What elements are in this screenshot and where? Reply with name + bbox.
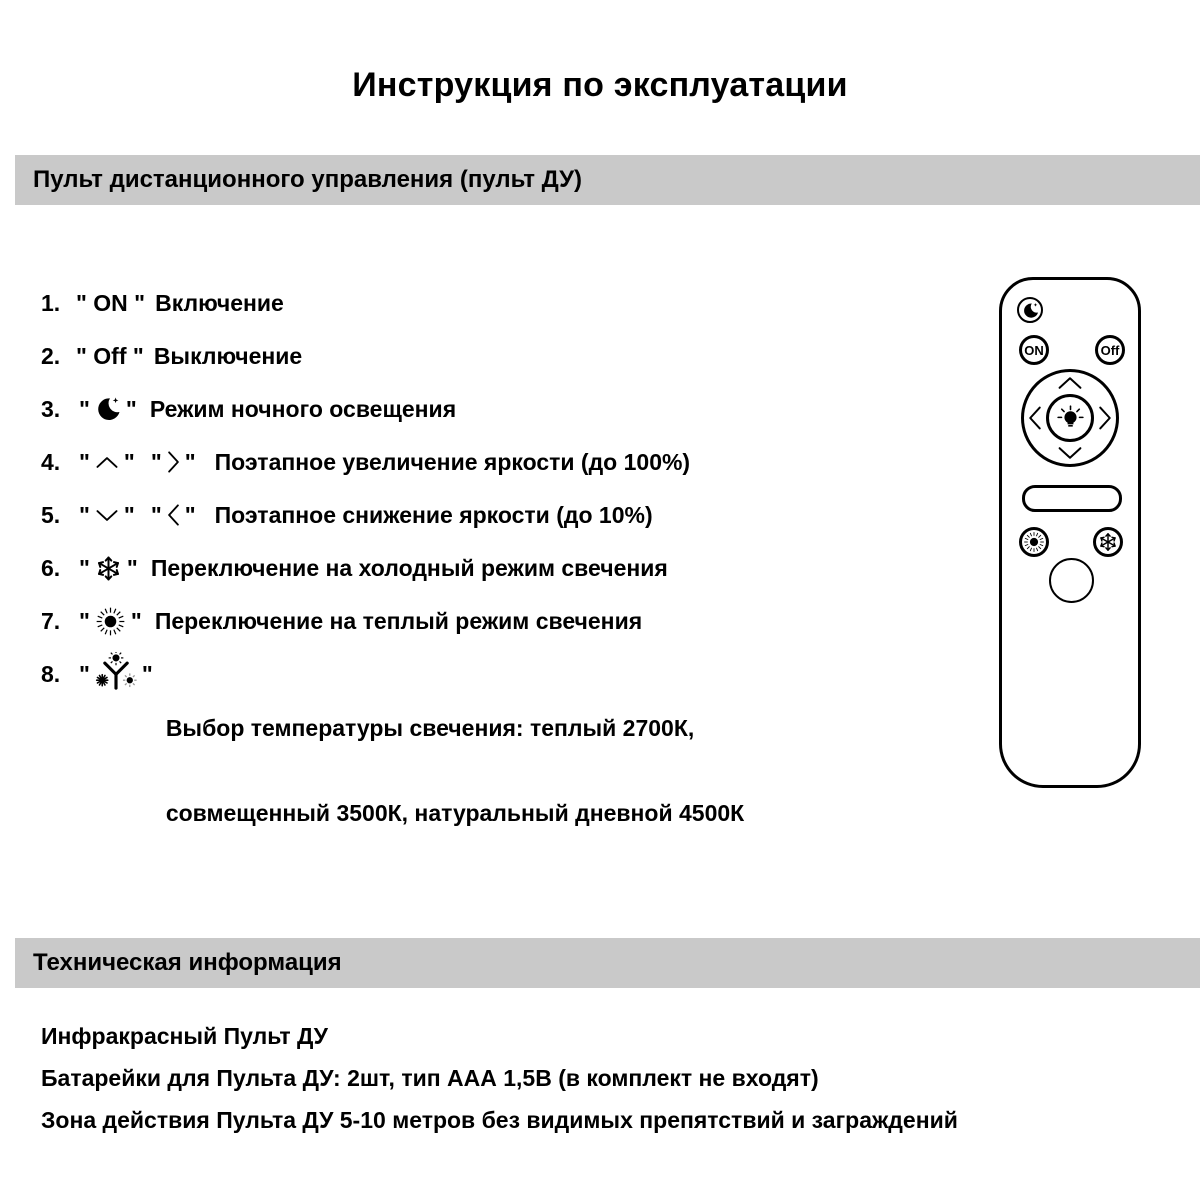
list-item-text: Выключение — [153, 342, 303, 369]
chevron-left-icon — [167, 503, 180, 527]
list-item-warm-mode — [41, 606, 744, 636]
quote-mark: " — [150, 501, 162, 528]
remote-buttons-list — [41, 288, 744, 906]
list-item-cold-mode — [41, 553, 744, 583]
quote-mark: " — [123, 501, 135, 528]
list-item-text: Переключение на теплый режим свечения — [154, 607, 643, 634]
on-label: ON — [1024, 342, 1044, 358]
section-header-tech — [15, 938, 1200, 988]
chevron-up-icon — [95, 456, 119, 469]
remote-round-button — [1049, 558, 1094, 603]
chevron-right-icon — [1098, 405, 1112, 431]
on-button-label: " ON " — [76, 289, 146, 316]
list-item-text: Включение — [155, 289, 284, 316]
off-button-label: " Off " — [76, 342, 144, 369]
snowflake-icon — [1098, 532, 1118, 552]
moon-icon — [95, 396, 121, 422]
remote-cold-button — [1093, 527, 1123, 557]
list-item-night-mode — [41, 394, 744, 424]
list-item-brightness-up — [41, 447, 744, 477]
quote-mark: " — [123, 448, 135, 475]
list-item-text: Режим ночного освещения — [149, 395, 457, 422]
tech-info-line: Зона действия Пульта ДУ 5-10 метров без видимых препятствий и заграждений — [41, 1107, 958, 1133]
list-item-text: Поэтапное снижение яркости (до 10%) — [214, 501, 653, 528]
remote-pill-button — [1022, 485, 1122, 512]
quote-mark: " — [79, 607, 90, 634]
list-item-number: 1. — [41, 289, 61, 316]
quote-mark: " — [141, 661, 153, 687]
remote-dpad — [1021, 369, 1119, 467]
quote-mark: " — [130, 607, 142, 634]
remote-light-button — [1046, 394, 1094, 442]
sun-icon — [95, 606, 126, 637]
moon-icon — [1022, 302, 1039, 319]
quote-mark: " — [150, 448, 162, 475]
quote-mark: " — [125, 395, 137, 422]
list-item-text: Поэтапное увеличение яркости (до 100%) — [214, 448, 691, 475]
list-item-number: 8. — [41, 661, 61, 687]
lightbulb-icon — [1057, 405, 1084, 432]
snowflake-icon — [95, 555, 122, 582]
list-item-brightness-down — [41, 500, 744, 530]
list-item-text-line2: совмещенный 3500К, натуральный дневной 4500К — [165, 800, 745, 826]
tech-info — [41, 1022, 958, 1148]
remote-on-button — [1019, 335, 1049, 365]
chevron-left-icon — [1028, 405, 1042, 431]
list-item-text-block — [166, 659, 744, 883]
list-item-number: 7. — [41, 607, 61, 634]
section-header-tech-label: Техническая информация — [33, 949, 342, 976]
off-label: Off — [1100, 342, 1120, 358]
chevron-down-icon — [95, 509, 119, 522]
quote-mark: " — [79, 661, 90, 687]
list-item-number: 5. — [41, 501, 61, 528]
remote-night-mode-button — [1017, 297, 1043, 323]
quote-mark: " — [79, 395, 90, 422]
section-header-remote — [15, 155, 1200, 205]
chevron-right-icon — [167, 450, 180, 474]
chevron-up-icon — [1057, 376, 1083, 390]
chevron-down-icon — [1057, 446, 1083, 460]
color-temp-selector-icon — [95, 652, 137, 694]
remote-warm-button — [1019, 527, 1049, 557]
section-header-remote-label: Пульт дистанционного управления (пульт ДУ) — [33, 166, 582, 193]
list-item-text: Выбор температуры свечения: теплый 2700К, — [165, 715, 695, 741]
quote-mark: " — [79, 554, 90, 581]
list-item-temp-select — [41, 659, 744, 883]
list-item-number: 4. — [41, 448, 61, 475]
tech-info-line: Батарейки для Пульта ДУ: 2шт, тип ААА 1,5В (в комплект не входят) — [41, 1065, 819, 1091]
list-item-text: Переключение на холодный режим свечения — [150, 554, 668, 581]
page-title: Инструкция по эксплуатации — [352, 66, 848, 104]
quote-mark: " — [79, 501, 90, 528]
remote-off-button — [1095, 335, 1125, 365]
list-item-number: 6. — [41, 554, 61, 581]
remote-control-illustration — [999, 277, 1141, 788]
sun-icon — [1023, 531, 1045, 553]
list-item-off — [41, 341, 744, 371]
tech-info-line: Инфракрасный Пульт ДУ — [41, 1023, 328, 1049]
quote-mark: " — [184, 501, 196, 528]
list-item-number: 2. — [41, 342, 61, 369]
quote-mark: " — [184, 448, 196, 475]
quote-mark: " — [79, 448, 90, 475]
list-item-on — [41, 288, 744, 318]
list-item-number: 3. — [41, 395, 61, 422]
quote-mark: " — [126, 554, 138, 581]
